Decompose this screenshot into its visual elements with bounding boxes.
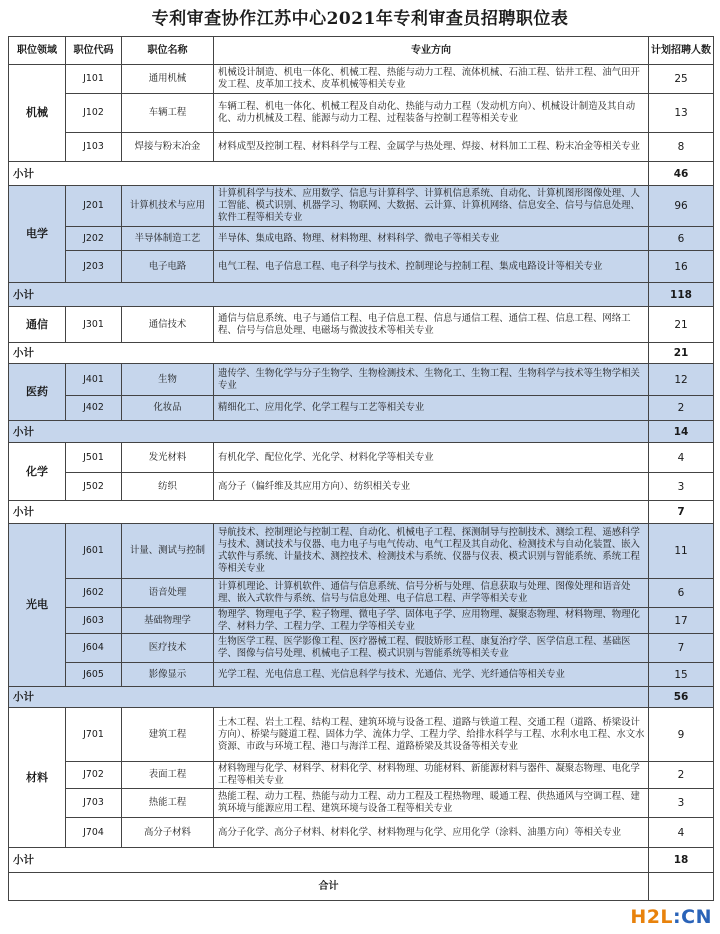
planned-count: 2 (649, 762, 714, 789)
header-code: 职位代码 (66, 37, 122, 65)
position-code: J103 (66, 133, 122, 162)
field-cell: 医药 (9, 364, 66, 421)
position-name: 半导体制造工艺 (122, 227, 214, 251)
position-code: J704 (66, 818, 122, 848)
major-direction: 通信与信息系统、电子与通信工程、电子信息工程、信息与通信工程、通信工程、信息工程、网络工程、信号与信息处理、电磁场与微波技术等相关专业 (214, 307, 649, 343)
position-name: 化妆品 (122, 396, 214, 421)
subtotal-label: 小计 (9, 687, 649, 708)
position-code: J502 (66, 473, 122, 501)
position-code: J301 (66, 307, 122, 343)
subtotal-row (9, 343, 714, 364)
table-row (9, 473, 714, 501)
table-row (9, 133, 714, 162)
watermark-part-a: H2L (630, 906, 674, 928)
header-field: 职位领域 (9, 37, 66, 65)
major-direction: 车辆工程、机电一体化、机械工程及自动化、热能与动力工程（发动机方向）、机械设计制造及其自动化、动力机械及工程、能源与动力工程、过程装备与控制工程等相关专业 (214, 94, 649, 133)
planned-count: 13 (649, 94, 714, 133)
recruitment-table (8, 36, 714, 901)
major-direction: 光学工程、光电信息工程、光信息科学与技术、光通信、光学、光纤通信等相关专业 (214, 663, 649, 687)
total-label: 合计 (9, 873, 649, 901)
planned-count: 3 (649, 789, 714, 818)
subtotal-row (9, 848, 714, 873)
position-code: J604 (66, 634, 122, 663)
subtotal-count: 18 (649, 848, 714, 873)
table-row (9, 396, 714, 421)
table-row (9, 94, 714, 133)
subtotal-row (9, 283, 714, 307)
field-cell: 化学 (9, 443, 66, 501)
table-row (9, 65, 714, 94)
position-name: 高分子材料 (122, 818, 214, 848)
position-name: 医疗技术 (122, 634, 214, 663)
planned-count: 12 (649, 364, 714, 396)
position-name: 纺织 (122, 473, 214, 501)
table-row (9, 579, 714, 608)
position-code: J703 (66, 789, 122, 818)
position-name: 发光材料 (122, 443, 214, 473)
major-direction: 高分子化学、高分子材料、材料化学、材料物理与化学、应用化学（涂料、油墨方向）等相关专业 (214, 818, 649, 848)
planned-count: 15 (649, 663, 714, 687)
position-name: 计量、测试与控制 (122, 524, 214, 579)
position-code: J601 (66, 524, 122, 579)
planned-count: 7 (649, 634, 714, 663)
position-name: 电子电路 (122, 251, 214, 283)
planned-count: 9 (649, 708, 714, 762)
major-direction: 计算机理论、计算机软件、通信与信息系统、信号分析与处理、信息获取与处理、图像处理和语音处理、嵌入式软件与系统、信号与信息处理、电子信息工程、声学等相关专业 (214, 579, 649, 608)
table-row (9, 789, 714, 818)
field-cell: 机械 (9, 65, 66, 162)
subtotal-label: 小计 (9, 283, 649, 307)
subtotal-count: 46 (649, 162, 714, 186)
position-code: J201 (66, 186, 122, 227)
table-row (9, 634, 714, 663)
position-code: J501 (66, 443, 122, 473)
position-name: 建筑工程 (122, 708, 214, 762)
subtotal-label: 小计 (9, 501, 649, 524)
major-direction: 物理学、物理电子学、粒子物理、微电子学、固体电子学、应用物理、凝聚态物理、材料物理、物理化学、材料力学、工程力学、工程力学等相关专业 (214, 608, 649, 634)
major-direction: 计算机科学与技术、应用数学、信息与计算科学、计算机信息系统、自动化、计算机图形图像处理、人工智能、模式识别、机器学习、物联网、大数据、云计算、计算机网络、信息安全、信号与信息处理、软件工程等相关专业 (214, 186, 649, 227)
position-code: J602 (66, 579, 122, 608)
subtotal-count: 21 (649, 343, 714, 364)
field-cell: 光电 (9, 524, 66, 687)
table-row (9, 443, 714, 473)
position-code: J603 (66, 608, 122, 634)
major-direction: 材料成型及控制工程、材料科学与工程、金属学与热处理、焊接、材料加工工程、粉末冶金等相关专业 (214, 133, 649, 162)
subtotal-count: 56 (649, 687, 714, 708)
planned-count: 2 (649, 396, 714, 421)
table-row (9, 307, 714, 343)
position-name: 热能工程 (122, 789, 214, 818)
planned-count: 8 (649, 133, 714, 162)
table-row (9, 186, 714, 227)
page-title: 专利审查协作江苏中心2021年专利审查员招聘职位表 (151, 9, 569, 29)
table-row (9, 818, 714, 848)
planned-count: 6 (649, 227, 714, 251)
planned-count: 25 (649, 65, 714, 94)
header-major: 专业方向 (214, 37, 649, 65)
position-code: J101 (66, 65, 122, 94)
major-direction: 材料物理与化学、材料学、材料化学、材料物理、功能材料、新能源材料与器件、凝聚态物理、电化学工程等相关专业 (214, 762, 649, 789)
subtotal-row (9, 501, 714, 524)
planned-count: 16 (649, 251, 714, 283)
position-code: J402 (66, 396, 122, 421)
major-direction: 半导体、集成电路、物理、材料物理、材料科学、微电子等相关专业 (214, 227, 649, 251)
subtotal-row (9, 162, 714, 186)
position-name: 车辆工程 (122, 94, 214, 133)
subtotal-label: 小计 (9, 162, 649, 186)
subtotal-count: 7 (649, 501, 714, 524)
subtotal-label: 小计 (9, 343, 649, 364)
position-name: 通信技术 (122, 307, 214, 343)
field-cell: 通信 (9, 307, 66, 343)
position-code: J605 (66, 663, 122, 687)
table-row (9, 608, 714, 634)
table-row (9, 663, 714, 687)
planned-count: 17 (649, 608, 714, 634)
subtotal-count: 118 (649, 283, 714, 307)
position-name: 通用机械 (122, 65, 214, 94)
header-count: 计划招聘人数 (649, 37, 714, 65)
position-name: 基础物理学 (122, 608, 214, 634)
subtotal-row (9, 421, 714, 443)
planned-count: 4 (649, 818, 714, 848)
planned-count: 6 (649, 579, 714, 608)
planned-count: 96 (649, 186, 714, 227)
major-direction: 导航技术、控制理论与控制工程、自动化、机械电子工程、探测制导与控制技术、测绘工程、遥感科学与技术、测试技术与仪器、电力电子与电气传动、电气工程及其自动化、检测技术与自动化装置、嵌入式软件与系统、计量技术、测控技术、检测技术与系统、仪器与仪表、模式识别与智能系统、系统工程等相关专业 (214, 524, 649, 579)
table-row (9, 364, 714, 396)
major-direction: 精细化工、应用化学、化学工程与工艺等相关专业 (214, 396, 649, 421)
major-direction: 机械设计制造、机电一体化、机械工程、热能与动力工程、流体机械、石油工程、钻井工程、油气田开发工程、皮革加工技术、皮革机械等相关专业 (214, 65, 649, 94)
subtotal-row (9, 687, 714, 708)
position-name: 语音处理 (122, 579, 214, 608)
total-row (9, 873, 714, 901)
major-direction: 土木工程、岩土工程、结构工程、建筑环境与设备工程、道路与铁道工程、交通工程（道路、桥梁设计方向）、桥梁与隧道工程、固体力学、流体力学、工程力学、给排水科学与工程、水利水电工程、水文水资源、市政与环境工程、港口与海洋工程、道路桥梁及其设备等相关专业 (214, 708, 649, 762)
planned-count: 11 (649, 524, 714, 579)
table-row (9, 762, 714, 789)
subtotal-label: 小计 (9, 848, 649, 873)
position-name: 影像显示 (122, 663, 214, 687)
position-name: 焊接与粉末冶金 (122, 133, 214, 162)
position-name: 计算机技术与应用 (122, 186, 214, 227)
header-row (9, 37, 714, 65)
major-direction: 电气工程、电子信息工程、电子科学与技术、控制理论与控制工程、集成电路设计等相关专业 (214, 251, 649, 283)
total-count (649, 873, 714, 901)
planned-count: 21 (649, 307, 714, 343)
position-name: 生物 (122, 364, 214, 396)
major-direction: 高分子（偏纤维及其应用方向）、纺织相关专业 (214, 473, 649, 501)
position-name: 表面工程 (122, 762, 214, 789)
subtotal-label: 小计 (9, 421, 649, 443)
watermark-part-b: :CN (673, 906, 712, 928)
field-cell: 电学 (9, 186, 66, 283)
table-body (9, 37, 714, 901)
header-name: 职位名称 (122, 37, 214, 65)
field-cell: 材料 (9, 708, 66, 848)
table-row (9, 524, 714, 579)
major-direction: 热能工程、动力工程、热能与动力工程、动力工程及工程热物理、暖通工程、供热通风与空调工程、建筑环境与能源应用工程、建筑环境与设备工程等相关专业 (214, 789, 649, 818)
table-row (9, 251, 714, 283)
major-direction: 有机化学、配位化学、光化学、材料化学等相关专业 (214, 443, 649, 473)
position-code: J102 (66, 94, 122, 133)
position-code: J701 (66, 708, 122, 762)
major-direction: 生物医学工程、医学影像工程、医疗器械工程、假肢矫形工程、康复治疗学、医学信息工程、基础医学、图像与信号处理、机械电子工程、模式识别与智能系统等相关专业 (214, 634, 649, 663)
position-code: J203 (66, 251, 122, 283)
site-watermark (630, 906, 712, 928)
planned-count: 4 (649, 443, 714, 473)
position-code: J202 (66, 227, 122, 251)
table-row (9, 708, 714, 762)
planned-count: 3 (649, 473, 714, 501)
position-code: J702 (66, 762, 122, 789)
subtotal-count: 14 (649, 421, 714, 443)
major-direction: 遗传学、生物化学与分子生物学、生物检测技术、生物化工、生物工程、生物科学与技术等生物学相关专业 (214, 364, 649, 396)
position-code: J401 (66, 364, 122, 396)
table-row (9, 227, 714, 251)
